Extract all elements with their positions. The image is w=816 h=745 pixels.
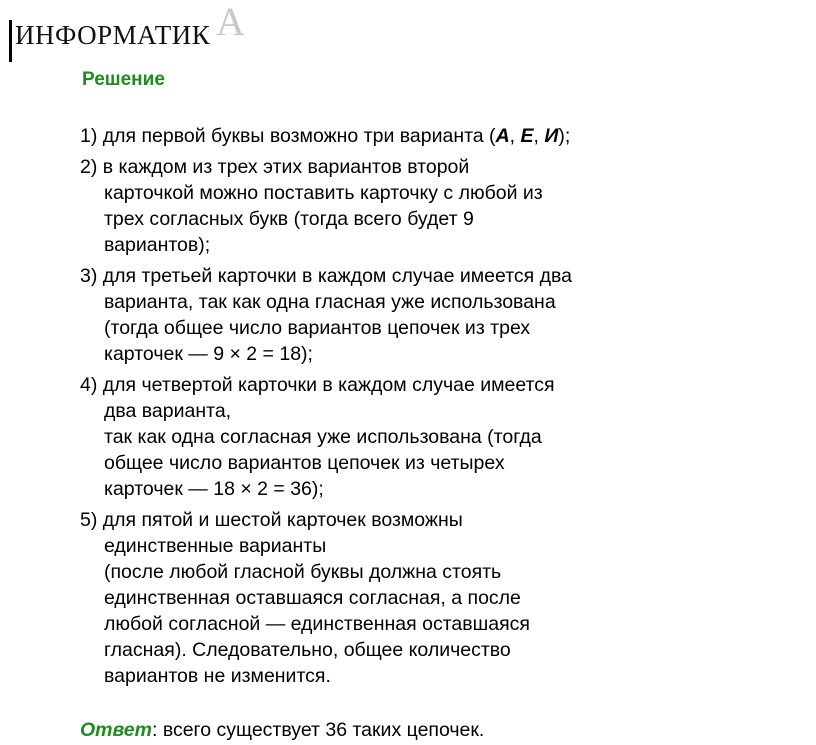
- subject-logo: [0, 0, 260, 62]
- step-3-line: (тогда общее число вариантов цепочек из трех: [104, 317, 531, 339]
- answer-text: всего существует 36 таких цепочек.: [157, 719, 485, 741]
- solution-steps: [80, 123, 680, 694]
- vowel-letter-e: Е: [520, 125, 534, 147]
- answer-colon: :: [151, 719, 158, 741]
- step-4: [80, 372, 680, 502]
- letter-separator: ,: [533, 125, 545, 147]
- vowel-letter-i: И: [544, 125, 559, 147]
- logo-big-letter: А: [216, 0, 245, 44]
- step-5-line: гласная). Следовательно, общее количество: [104, 639, 511, 661]
- step-5-line: единственная оставшаяся согласная, а после: [104, 587, 521, 609]
- vowel-letter-a: А: [495, 125, 510, 147]
- step-1: [80, 123, 680, 149]
- step-2-line: трех согласных букв (тогда всего будет 9: [104, 208, 474, 230]
- logo-text: ИНФОРМАТИК: [15, 20, 211, 50]
- step-5-line: любой согласной — единственная оставшаяся: [104, 613, 530, 635]
- step-4-line: так как одна согласная уже использована (тогда: [104, 426, 542, 448]
- step-1-prefix: 1) для первой буквы возможно три варианта (: [80, 125, 496, 147]
- step-4-line: карточек — 18 × 2 = 36);: [104, 478, 324, 500]
- step-5-line: единственные варианты: [104, 535, 327, 557]
- step-3-line: карточек — 9 × 2 = 18);: [104, 343, 313, 365]
- step-2-line: 2) в каждом из трех этих вариантов второй: [80, 156, 470, 178]
- letter-separator: ,: [509, 125, 521, 147]
- step-5: [80, 507, 680, 689]
- step-5-line: 5) для пятой и шестой карточек возможны: [80, 509, 463, 531]
- answer-label: Ответ: [80, 719, 152, 741]
- step-1-suffix: );: [558, 125, 571, 147]
- answer-line: [80, 717, 484, 743]
- step-5-line: вариантов не изменится.: [104, 665, 331, 687]
- step-3-line: варианта, так как одна гласная уже использована: [104, 291, 556, 313]
- step-4-line: два варианта,: [104, 400, 232, 422]
- step-2: [80, 154, 680, 258]
- step-1-line: [80, 123, 680, 149]
- step-4-line: 4) для четвертой карточки в каждом случае имеется: [80, 374, 555, 396]
- step-5-line: (после любой гласной буквы должна стоять: [104, 561, 502, 583]
- step-2-line: вариантов);: [104, 234, 211, 256]
- step-4-line: общее число вариантов цепочек из четырех: [104, 452, 505, 474]
- step-3-line: 3) для третьей карточки в каждом случае имеется два: [80, 265, 573, 287]
- logo-bar: [9, 20, 12, 62]
- step-2-line: карточкой можно поставить карточку с любой из: [104, 182, 543, 204]
- solution-heading: Решение: [82, 69, 165, 90]
- step-3: [80, 263, 680, 367]
